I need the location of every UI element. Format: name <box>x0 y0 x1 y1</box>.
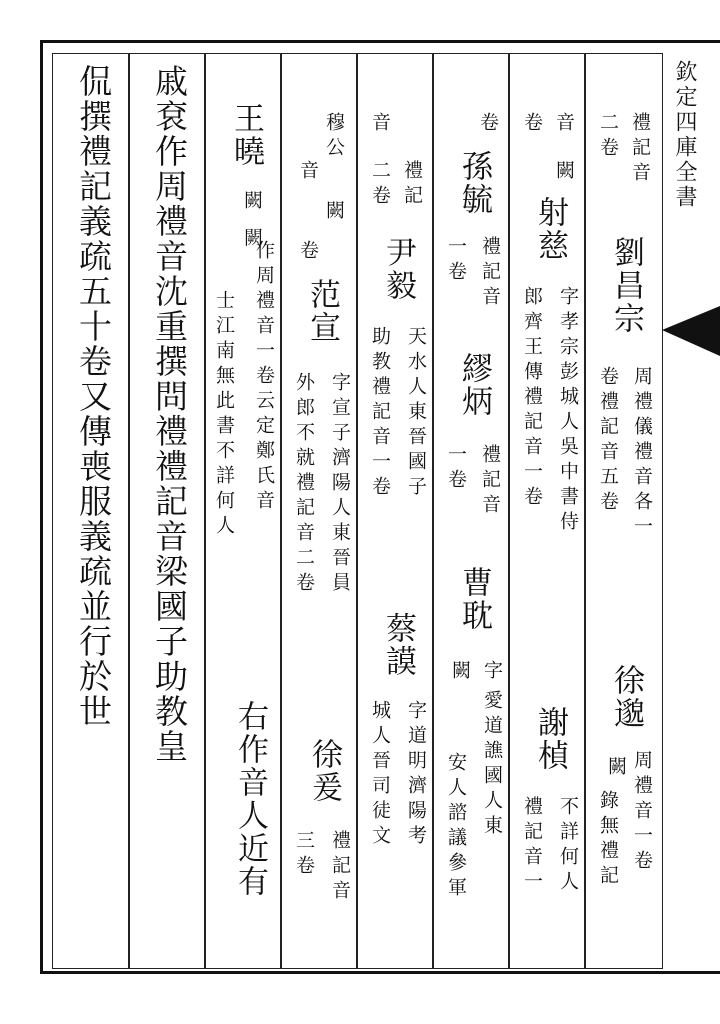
entry-note: 愛道譙國人東 <box>481 690 503 840</box>
column-rule <box>508 53 510 969</box>
entry-note: 字 <box>481 660 503 685</box>
entry-note: 天水人東晉國子 <box>405 326 427 501</box>
column-rule <box>584 53 586 969</box>
entry-name: 蔡謨 <box>380 612 416 678</box>
entry-note: 闕 闕 <box>241 190 263 253</box>
entry-note: 字宣子濟陽人東晉員 <box>329 372 351 597</box>
column-rule <box>204 53 206 969</box>
entry-name: 劉昌宗 <box>608 236 644 335</box>
entry-note: 三卷 <box>293 830 315 880</box>
entry-name: 徐邈 <box>608 664 644 730</box>
entry-note: 不詳何人 <box>557 796 579 896</box>
entry-note: 外郎不就禮記音二卷 <box>293 372 315 597</box>
margin-title: 欽定四庫全書 <box>672 60 697 210</box>
entry-note: 闕 <box>323 200 345 225</box>
entry-note: 字道明濟陽考 <box>405 700 427 850</box>
entry-name: 右作音人近有 <box>232 700 268 898</box>
entry-note: 禮記音一 <box>521 796 543 896</box>
entry-name: 謝楨 <box>532 706 568 772</box>
entry-note: 一卷 <box>445 444 467 494</box>
column-rule <box>432 53 434 969</box>
entry-note: 卷禮記音五卷 <box>597 366 619 516</box>
text-column-1: 侃撰禮記義疏五十卷又傳喪服義疏並行於世 <box>74 64 113 729</box>
entry-name: 曹耽 <box>456 566 492 632</box>
entry-note: 禮記音 <box>479 444 501 519</box>
entry-note: 闕 <box>553 160 575 185</box>
entry-note: 周禮儀禮音各一 <box>631 366 653 541</box>
entry-note: 禮記音 <box>329 830 351 905</box>
entry-note: 周禮音一卷 <box>631 750 653 875</box>
entry-note: 城人晉司徒文 <box>369 700 391 850</box>
entry-note: 闕 <box>605 756 627 781</box>
entry-note: 助教禮記音一卷 <box>369 326 391 501</box>
entry-note: 禮記音 <box>629 112 651 187</box>
entry-note: 音 <box>369 112 391 137</box>
entry-name: 繆炳 <box>456 352 492 418</box>
entry-note: 禮記音 <box>479 236 501 311</box>
entry-name: 尹毅 <box>380 236 416 302</box>
entry-note: 闕 <box>449 660 471 685</box>
column-rule <box>356 53 358 969</box>
entry-note: 郎齊王傳禮記音一卷 <box>521 286 543 511</box>
fish-tail-mark <box>662 306 720 356</box>
entry-note: 錄無禮記 <box>597 790 619 890</box>
entry-note: 卷 <box>297 240 319 265</box>
entry-note: 一卷 <box>445 236 467 286</box>
entry-note: 作周禮音一卷云定鄭氏音 <box>253 240 275 515</box>
entry-note: 音 <box>553 112 575 137</box>
entry-name: 范宣 <box>304 278 340 344</box>
entry-note: 字孝宗彭城人吳中書侍 <box>557 286 579 536</box>
text-column-2: 戚袞作周禮音沈重撰問禮禮記音梁國子助教皇 <box>150 64 189 764</box>
entry-name: 王曉 <box>228 102 264 168</box>
entry-name: 徐爰 <box>306 738 342 804</box>
entry-note: 安人諮議參軍 <box>445 752 467 902</box>
entry-note: 卷 <box>477 112 499 137</box>
column-rule <box>280 53 282 969</box>
entry-note: 二卷 <box>369 160 391 210</box>
entry-note: 二卷 <box>597 112 619 162</box>
column-rule <box>128 53 130 969</box>
entry-note: 音 <box>297 160 319 185</box>
entry-note: 士江南無此書不詳何人 <box>213 290 235 540</box>
entry-note: 禮記 <box>401 160 423 210</box>
entry-note: 穆公 <box>323 112 345 162</box>
entry-note: 卷 <box>521 112 543 137</box>
entry-name: 射慈 <box>532 196 568 262</box>
entry-name: 孫毓 <box>456 150 492 216</box>
